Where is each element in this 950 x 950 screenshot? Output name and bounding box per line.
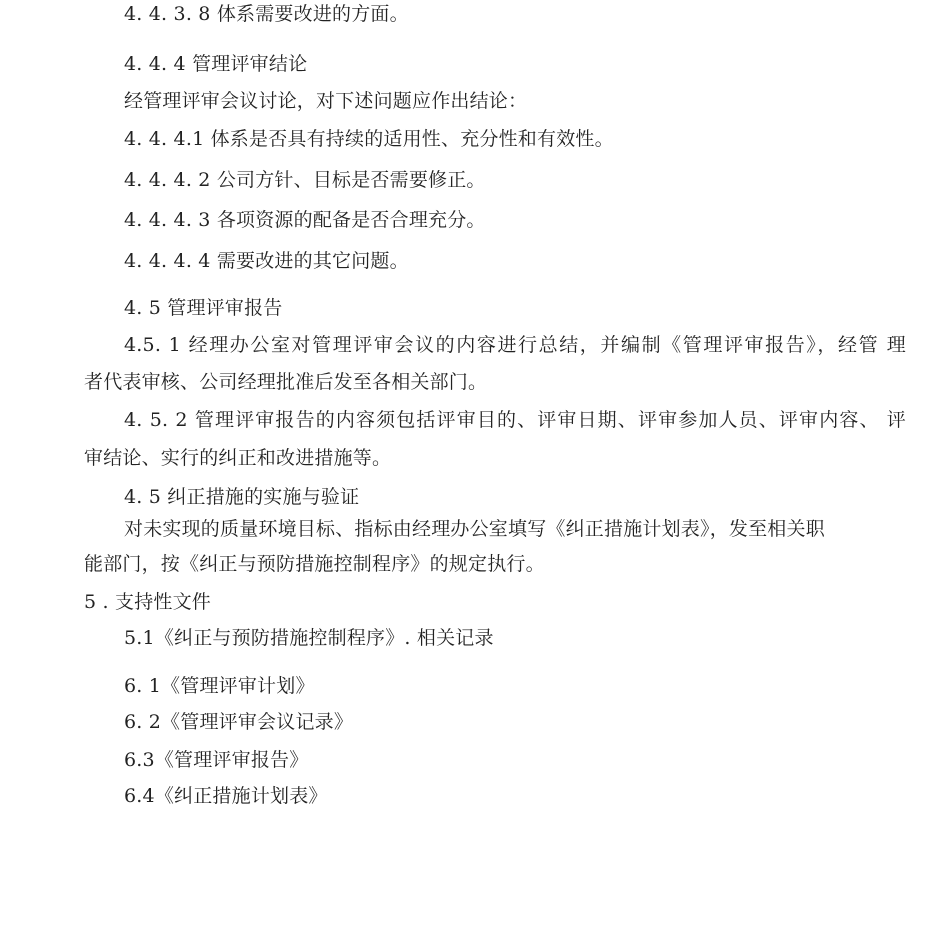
heading-4-5-corrective: 4. 5 纠正措施的实施与验证	[124, 486, 360, 508]
record-6-3: 6.3《管理评审报告》	[124, 749, 309, 771]
heading-supporting-documents: 5 . 支持性文件	[84, 591, 212, 613]
supporting-document-5-1: 5.1《纠正与预防措施控制程序》. 相关记录	[124, 627, 494, 649]
clause-4-5-2-line-2: 审结论、实行的纠正和改进措施等。	[84, 447, 392, 469]
clause-4-4-4-2: 4. 4. 4. 2 公司方针、目标是否需要修正。	[124, 169, 486, 191]
clause-4-5-1-line-2: 者代表审核、公司经理批准后发至各相关部门。	[84, 371, 488, 393]
corrective-line-2: 能部门，按《纠正与预防措施控制程序》的规定执行。	[84, 553, 545, 575]
heading-4-4-4: 4. 4. 4 管理评审结论	[124, 53, 308, 75]
clause-4-4-4-4: 4. 4. 4. 4 需要改进的其它问题。	[124, 250, 409, 272]
clause-4-4-3-8: 4. 4. 3. 8 体系需要改进的方面。	[124, 3, 409, 25]
paragraph-intro: 经管理评审会议讨论，对下述问题应作出结论：	[124, 90, 528, 112]
record-6-4: 6.4《纠正措施计划表》	[124, 785, 328, 807]
corrective-line-1: 对未实现的质量环境目标、指标由经理办公室填写《纠正措施计划表》，发至相关职	[124, 518, 825, 540]
record-6-2: 6. 2《管理评审会议记录》	[124, 711, 354, 733]
clause-4-4-4-3: 4. 4. 4. 3 各项资源的配备是否合理充分。	[124, 209, 486, 231]
clause-4-5-1-line-1: 4.5. 1 经理办公室对管理评审会议的内容进行总结，并编制《管理评审报告》，经管 理	[124, 334, 906, 356]
clause-4-4-4-1: 4. 4. 4.1 体系是否具有持续的适用性、充分性和有效性。	[124, 128, 614, 150]
record-6-1: 6. 1《管理评审计划》	[124, 675, 315, 697]
clause-4-5-2-line-1: 4. 5. 2 管理评审报告的内容须包括评审目的、评审日期、评审参加人员、评审内容、 评	[124, 409, 906, 431]
heading-4-5: 4. 5 管理评审报告	[124, 297, 283, 319]
